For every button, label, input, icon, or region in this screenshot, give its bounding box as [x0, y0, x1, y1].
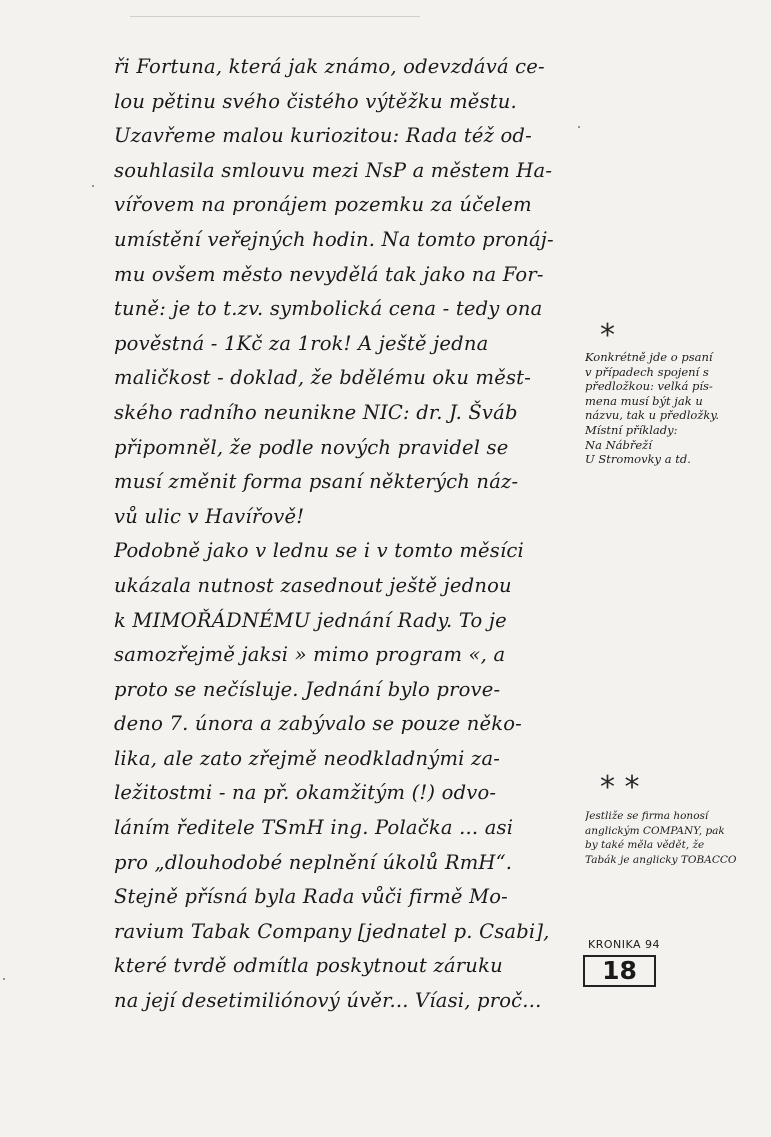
text-line: k MIMOŘÁDNÉMU jednání Rady. To je	[114, 608, 507, 632]
text-line: maličkost - doklad, že bdělému oku měst-	[114, 366, 531, 390]
footnote-2	[585, 810, 767, 868]
text-line: souhlasila smlouvu mezi NsP a městem Ha-	[114, 158, 553, 182]
text-line: samozřejmě jaksi » mimo program «, a	[114, 643, 506, 667]
footnote-line: Tabák je anglicky TOBACCO	[585, 853, 737, 866]
text-line: ukázala nutnost zasednout ještě jednou	[114, 573, 512, 597]
footnote-line: názvu, tak u předložky.	[585, 408, 719, 423]
footnote-line: Na Nábřeží	[585, 437, 652, 452]
paper-speck	[3, 978, 5, 980]
text-line: ležitostmi - na př. okamžitým (!) odvo-	[114, 781, 497, 805]
text-line: ravium Tabak Company [jednatel p. Csabi],	[114, 919, 550, 943]
footnote-line: anglickým COMPANY, pak	[585, 824, 725, 837]
footnote-line: Konkrétně jde o psaní	[585, 350, 713, 364]
footnote-line: Místní příklady:	[585, 422, 678, 437]
text-line: umístění veřejných hodin. Na tomto pronáj-	[114, 227, 554, 251]
text-line: láním ředitele TSmH ing. Polačka ... asi	[114, 816, 514, 840]
text-line: připomněl, že podle nových pravidel se	[114, 435, 509, 459]
text-line: lou pětinu svého čistého výtěžku městu.	[114, 89, 517, 113]
page-edge	[130, 16, 420, 17]
footnote-1	[585, 350, 767, 467]
footnote-mark-1: *	[600, 318, 615, 353]
text-line: Stejně přísná byla Rada vůči firmě Mo-	[114, 885, 508, 909]
text-line: deno 7. února a zabývalo se pouze něko-	[114, 712, 522, 736]
text-line: které tvrdě odmítla poskytnout záruku	[114, 954, 503, 978]
text-line: vířovem na pronájem pozemku za účelem	[114, 193, 532, 217]
footnote-line: mena musí být jak u	[585, 393, 703, 408]
footnote-mark-2: * *	[600, 770, 640, 805]
text-line: Uzavřeme malou kuriozitou: Rada též od-	[114, 124, 532, 148]
footnote-line: Jestliže se firma honosí	[585, 810, 709, 822]
text-line: mu ovšem město nevydělá tak jako na For-	[114, 262, 544, 286]
text-line: ři Fortuna, která jak známo, odevzdává ce-	[114, 55, 545, 78]
text-line: musí změnit forma psaní některých náz-	[114, 470, 519, 494]
chronicle-label: KRONIKA 94	[588, 938, 661, 951]
text-line: proto se nečísluje. Jednání bylo prove-	[114, 677, 501, 701]
text-line: Podobně jako v lednu se i v tomto měsíci	[114, 539, 524, 563]
text-line: lika, ale zato zřejmě neodkladnými za-	[114, 746, 501, 770]
footnote-line: U Stromovky a td.	[585, 452, 691, 467]
text-line: pro „dlouhodobé neplnění úkolů RmH“.	[114, 850, 513, 874]
text-line: tuně: je to t.zv. symbolická cena - tedy ona	[114, 297, 543, 321]
text-line: vů ulic v Havířově!	[114, 504, 305, 528]
text-line: ského radního neunikne NIC: dr. J. Šváb	[114, 400, 518, 424]
footnote-line: by také měla vědět, že	[585, 839, 705, 852]
main-text-block	[114, 50, 574, 1019]
footnote-line: v případech spojení s	[585, 364, 709, 379]
text-line: na její desetimiliónový úvěr... Víasi, proč...	[114, 989, 542, 1013]
paper-speck	[92, 185, 94, 187]
page-number: 18	[583, 955, 656, 987]
paper-speck	[578, 126, 580, 128]
footnote-line: předložkou: velká pís-	[585, 379, 713, 394]
text-line: pověstná - 1Kč za 1rok! A ještě jedna	[114, 331, 489, 355]
